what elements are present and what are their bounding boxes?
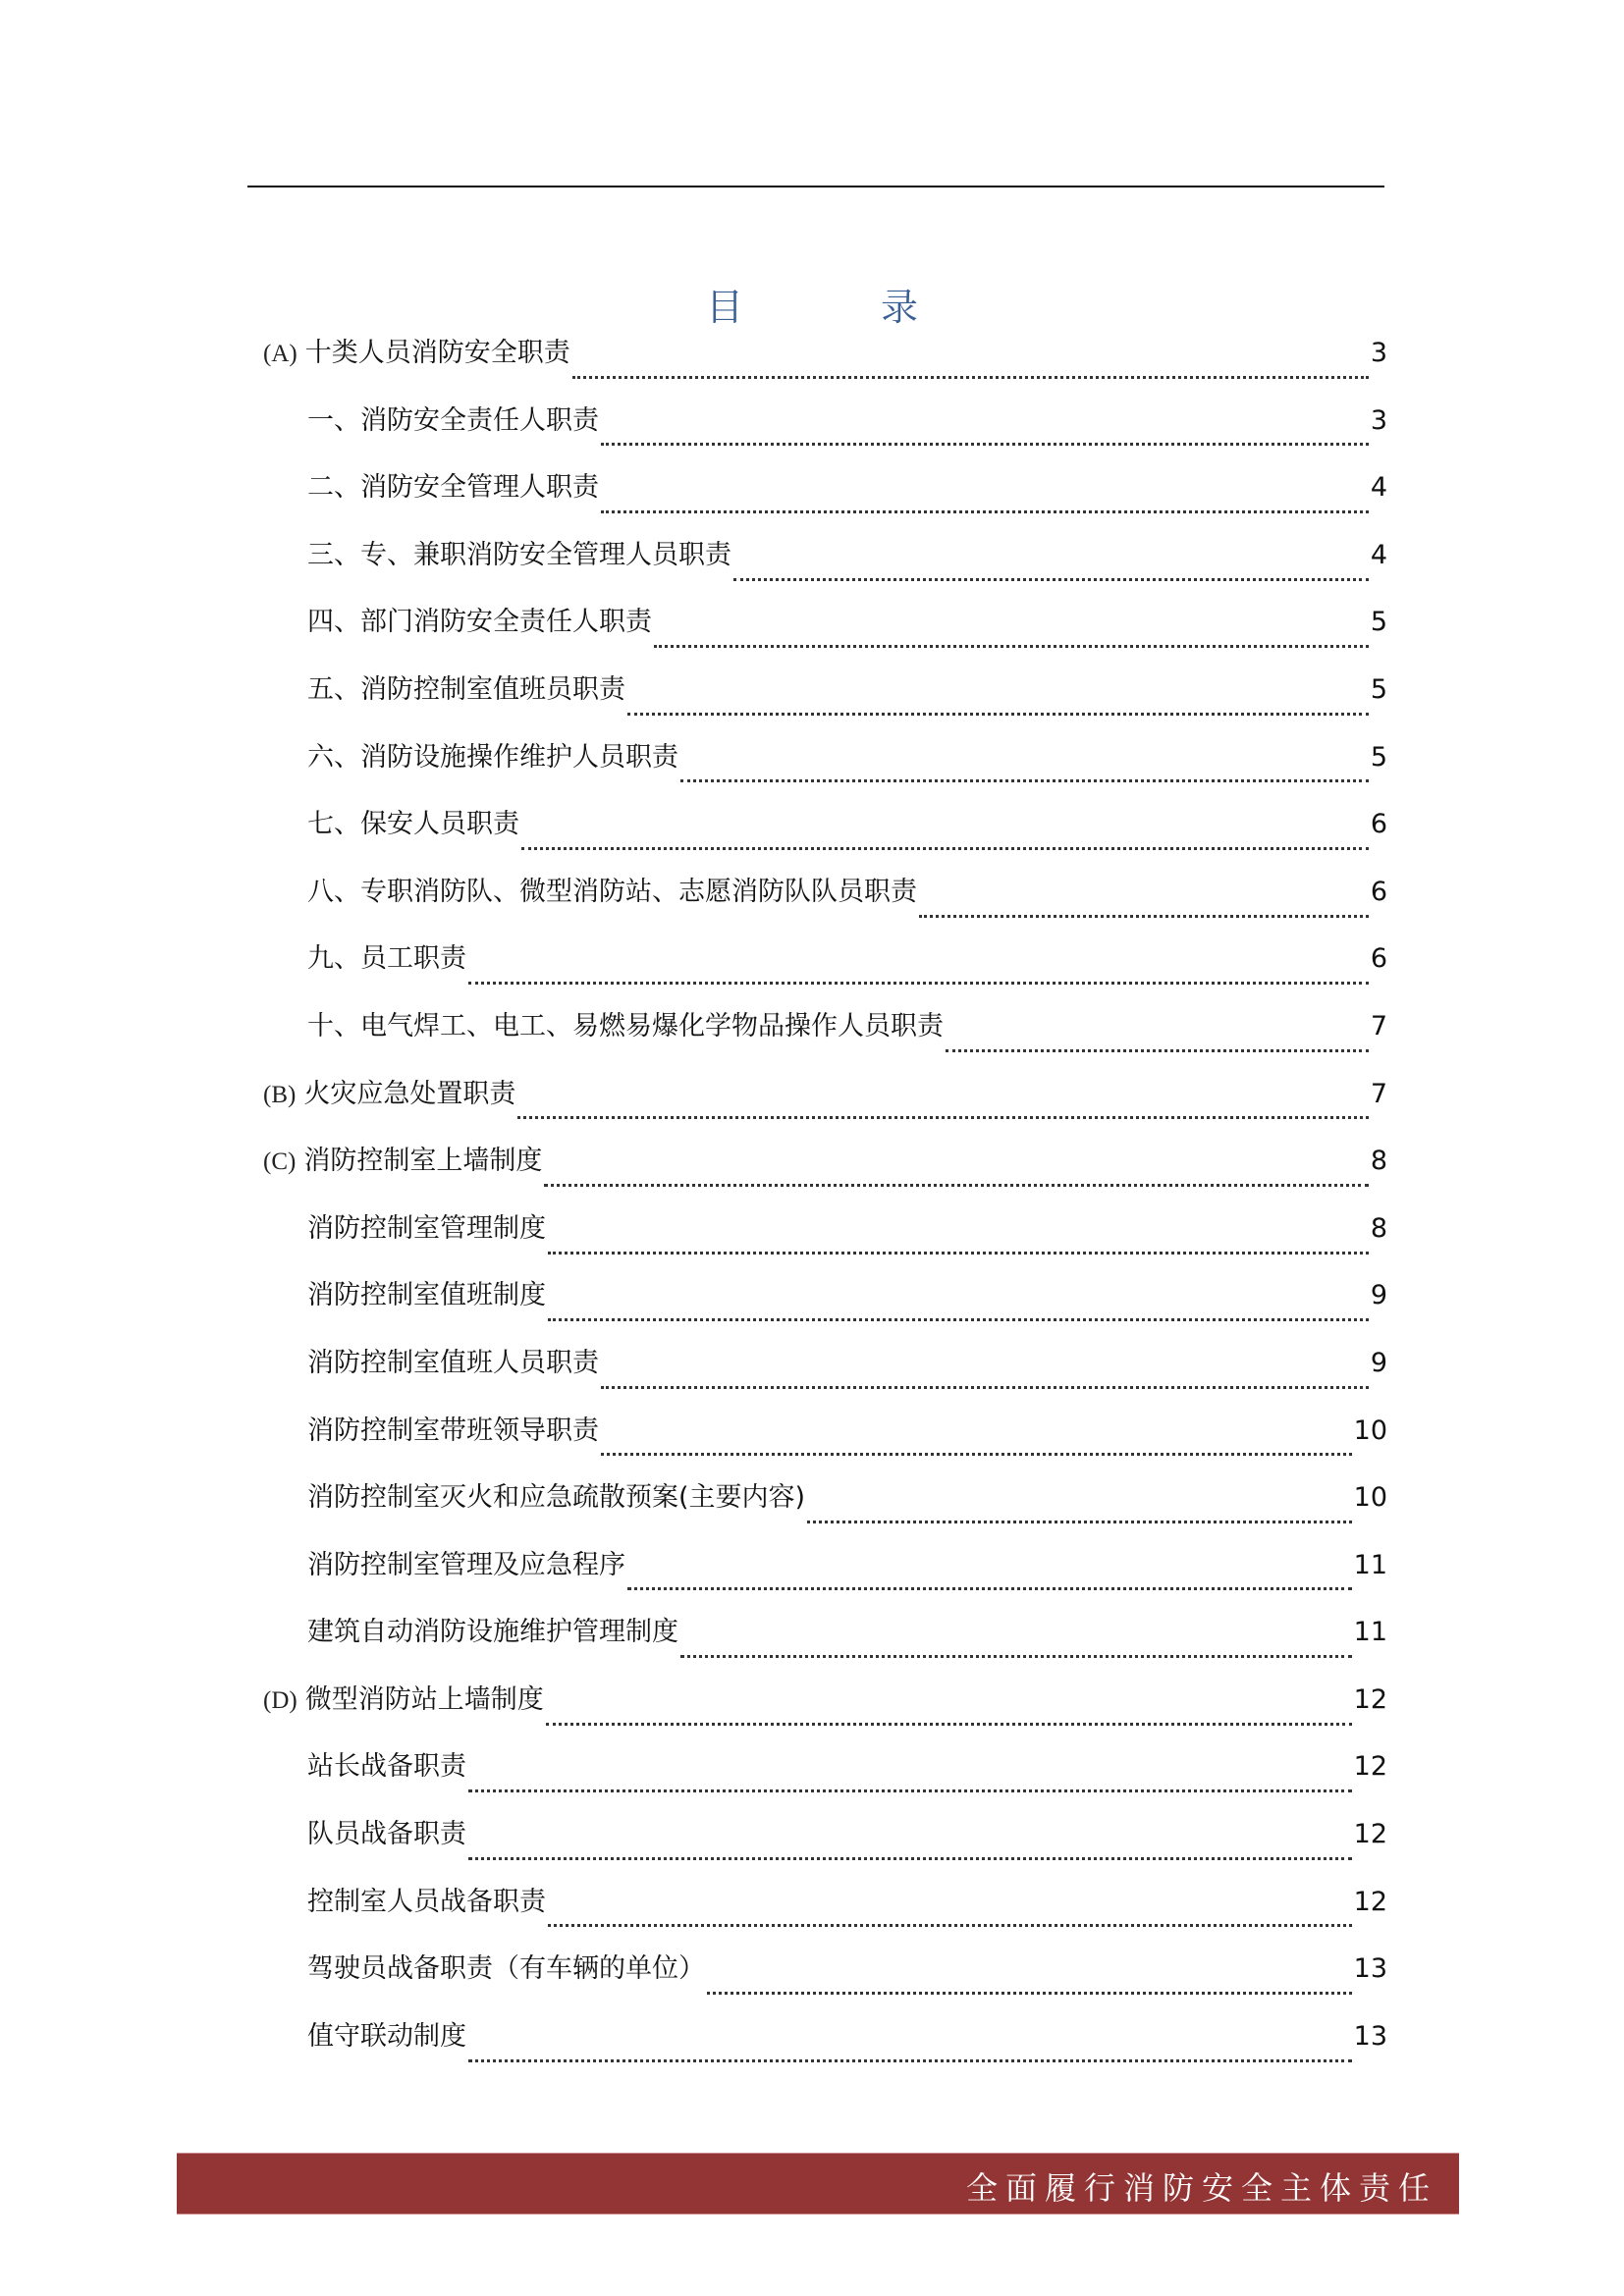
toc-entry[interactable] bbox=[263, 937, 1387, 1005]
toc-entry-page-number[interactable]: 12 bbox=[1353, 1886, 1387, 1917]
toc-entry-page-number[interactable]: 12 bbox=[1353, 1751, 1387, 1783]
toc-entry[interactable] bbox=[263, 1948, 1387, 2015]
toc-entry-page-number[interactable]: 4 bbox=[1370, 472, 1387, 504]
toc-entry[interactable] bbox=[263, 1274, 1387, 1342]
toc-entry[interactable] bbox=[263, 1476, 1387, 1544]
toc-entry-page-number[interactable]: 3 bbox=[1370, 338, 1387, 368]
toc-entry-label[interactable]: 驾驶员战备职责（有车辆的单位） bbox=[307, 1953, 705, 1985]
toc-entry-page-number[interactable]: 12 bbox=[1353, 1819, 1387, 1850]
dot-leader bbox=[548, 1318, 1369, 1321]
toc-entry[interactable] bbox=[263, 1611, 1387, 1679]
toc-entry-label[interactable]: 消防控制室值班人员职责 bbox=[307, 1347, 599, 1378]
dot-leader bbox=[680, 1655, 1352, 1658]
toc-entry-label[interactable]: 九、员工职责 bbox=[307, 943, 466, 975]
dot-leader bbox=[546, 1723, 1352, 1726]
toc-entry[interactable] bbox=[263, 2015, 1387, 2083]
dot-leader bbox=[468, 2059, 1352, 2062]
toc-entry[interactable] bbox=[263, 1410, 1387, 1477]
toc-entry-page-number[interactable]: 7 bbox=[1370, 1010, 1387, 1041]
toc-entry[interactable] bbox=[263, 1073, 1387, 1141]
toc-entry-label[interactable]: 消防控制室带班领导职责 bbox=[307, 1415, 599, 1446]
toc-entry-page-number[interactable]: 4 bbox=[1370, 539, 1387, 570]
toc-entry-label[interactable]: 消防控制室灭火和应急疏散预案(主要内容) bbox=[307, 1482, 806, 1514]
toc-entry-page-number[interactable]: 8 bbox=[1370, 1212, 1387, 1244]
toc-entry[interactable] bbox=[263, 1881, 1387, 1949]
dot-leader bbox=[654, 645, 1369, 648]
toc-title bbox=[0, 277, 1624, 331]
dot-leader bbox=[544, 1184, 1368, 1187]
dot-leader bbox=[601, 510, 1369, 513]
toc-entry-label[interactable]: 七、保安人员职责 bbox=[307, 809, 519, 840]
toc-entry[interactable] bbox=[263, 400, 1387, 467]
toc-entry-page-number[interactable]: 13 bbox=[1353, 2020, 1387, 2052]
toc-entry-label[interactable]: 三、专、兼职消防安全管理人员职责 bbox=[307, 539, 731, 570]
dot-leader bbox=[468, 982, 1369, 985]
toc-entry-label[interactable]: 十、电气焊工、电工、易燃易爆化学物品操作人员职责 bbox=[307, 1010, 944, 1041]
toc-entry[interactable] bbox=[263, 1207, 1387, 1275]
dot-leader bbox=[627, 1587, 1352, 1590]
dot-leader bbox=[517, 1116, 1368, 1119]
toc-entry[interactable] bbox=[263, 466, 1387, 534]
toc-entry-label[interactable]: 微型消防站上墙制度 bbox=[304, 1683, 544, 1715]
toc-entry-page-number[interactable]: 5 bbox=[1370, 741, 1387, 773]
dot-leader bbox=[807, 1521, 1352, 1523]
table-of-contents bbox=[263, 332, 1387, 2082]
toc-entry-page-number[interactable]: 6 bbox=[1370, 943, 1387, 975]
toc-entry-page-number[interactable]: 10 bbox=[1353, 1415, 1387, 1446]
dot-leader bbox=[733, 578, 1369, 581]
toc-entry-page-number[interactable]: 9 bbox=[1370, 1280, 1387, 1311]
dot-leader bbox=[707, 1992, 1352, 1995]
toc-entry[interactable] bbox=[263, 1679, 1387, 1746]
footer-band bbox=[177, 2153, 1459, 2215]
toc-entry-page-number[interactable]: 11 bbox=[1353, 1549, 1387, 1580]
toc-entry[interactable] bbox=[263, 332, 1387, 400]
toc-entry-label[interactable]: 六、消防设施操作维护人员职责 bbox=[307, 741, 678, 773]
dot-leader bbox=[919, 915, 1369, 918]
toc-entry-label[interactable]: 一、消防安全责任人职责 bbox=[307, 404, 599, 436]
toc-entry[interactable] bbox=[263, 736, 1387, 804]
toc-entry-label[interactable]: 建筑自动消防设施维护管理制度 bbox=[307, 1617, 678, 1648]
toc-entry-label[interactable]: 站长战备职责 bbox=[307, 1751, 466, 1783]
toc-entry[interactable] bbox=[263, 601, 1387, 668]
footer-slogan: 全面履行消防安全主体责任 bbox=[965, 2169, 1437, 2207]
toc-entry-prefix: (C) bbox=[263, 1148, 297, 1176]
toc-entry-prefix: (B) bbox=[263, 1081, 297, 1108]
toc-entry[interactable] bbox=[263, 1544, 1387, 1612]
toc-entry[interactable] bbox=[263, 534, 1387, 602]
toc-entry-page-number[interactable]: 13 bbox=[1353, 1953, 1387, 1985]
dot-leader bbox=[468, 1857, 1352, 1860]
toc-entry[interactable] bbox=[263, 1813, 1387, 1881]
toc-entry-label[interactable]: 十类人员消防安全职责 bbox=[304, 338, 570, 368]
toc-entry-label[interactable]: 二、消防安全管理人职责 bbox=[307, 472, 599, 504]
toc-entry-page-number[interactable]: 6 bbox=[1370, 809, 1387, 840]
dot-leader bbox=[680, 779, 1369, 782]
toc-entry[interactable] bbox=[263, 871, 1387, 938]
dot-leader bbox=[548, 1924, 1352, 1927]
toc-entry-label[interactable]: 八、专职消防队、微型消防站、志愿消防队队员职责 bbox=[307, 876, 917, 907]
toc-entry-page-number[interactable]: 5 bbox=[1370, 673, 1387, 705]
toc-entry-prefix: (A) bbox=[263, 341, 298, 367]
toc-entry[interactable] bbox=[263, 1342, 1387, 1410]
toc-entry[interactable] bbox=[263, 803, 1387, 871]
dot-leader bbox=[627, 713, 1369, 716]
toc-entry-page-number[interactable]: 12 bbox=[1353, 1683, 1387, 1715]
toc-title-char-1: 目 bbox=[705, 286, 743, 329]
toc-entry-page-number[interactable]: 10 bbox=[1353, 1482, 1387, 1514]
toc-entry-page-number[interactable]: 9 bbox=[1370, 1347, 1387, 1378]
dot-leader bbox=[548, 1252, 1369, 1255]
dot-leader bbox=[946, 1049, 1369, 1052]
toc-entry-page-number[interactable]: 3 bbox=[1370, 404, 1387, 436]
toc-entry-label[interactable]: 队员战备职责 bbox=[307, 1819, 466, 1850]
toc-entry[interactable] bbox=[263, 668, 1387, 736]
toc-entry-page-number[interactable]: 7 bbox=[1370, 1078, 1387, 1109]
toc-entry-label[interactable]: 火灾应急处置职责 bbox=[303, 1078, 516, 1109]
toc-entry-page-number[interactable]: 6 bbox=[1370, 876, 1387, 907]
toc-entry[interactable] bbox=[263, 1140, 1387, 1207]
toc-entry-label[interactable]: 五、消防控制室值班员职责 bbox=[307, 673, 625, 705]
toc-title-char-2: 录 bbox=[881, 286, 919, 329]
toc-entry-page-number[interactable]: 5 bbox=[1370, 607, 1387, 638]
toc-entry-label[interactable]: 值守联动制度 bbox=[307, 2020, 466, 2052]
dot-leader bbox=[468, 1789, 1352, 1792]
header-rule bbox=[247, 186, 1384, 187]
toc-entry-label[interactable]: 四、部门消防安全责任人职责 bbox=[307, 607, 652, 638]
toc-entry-page-number[interactable]: 8 bbox=[1370, 1146, 1387, 1177]
dot-leader bbox=[521, 847, 1369, 850]
toc-entry[interactable] bbox=[263, 1005, 1387, 1073]
toc-entry[interactable] bbox=[263, 1745, 1387, 1813]
dot-leader bbox=[601, 1386, 1369, 1389]
toc-entry-label[interactable]: 控制室人员战备职责 bbox=[307, 1886, 546, 1917]
dot-leader bbox=[572, 376, 1369, 379]
dot-leader bbox=[601, 443, 1369, 446]
toc-entry-label[interactable]: 消防控制室值班制度 bbox=[307, 1280, 546, 1311]
toc-entry-label[interactable]: 消防控制室管理及应急程序 bbox=[307, 1549, 625, 1580]
toc-entry-prefix: (D) bbox=[263, 1686, 298, 1714]
toc-entry-page-number[interactable]: 11 bbox=[1353, 1617, 1387, 1648]
toc-entry-label[interactable]: 消防控制室管理制度 bbox=[307, 1212, 546, 1244]
dot-leader bbox=[601, 1453, 1352, 1456]
toc-entry-label[interactable]: 消防控制室上墙制度 bbox=[303, 1146, 543, 1177]
